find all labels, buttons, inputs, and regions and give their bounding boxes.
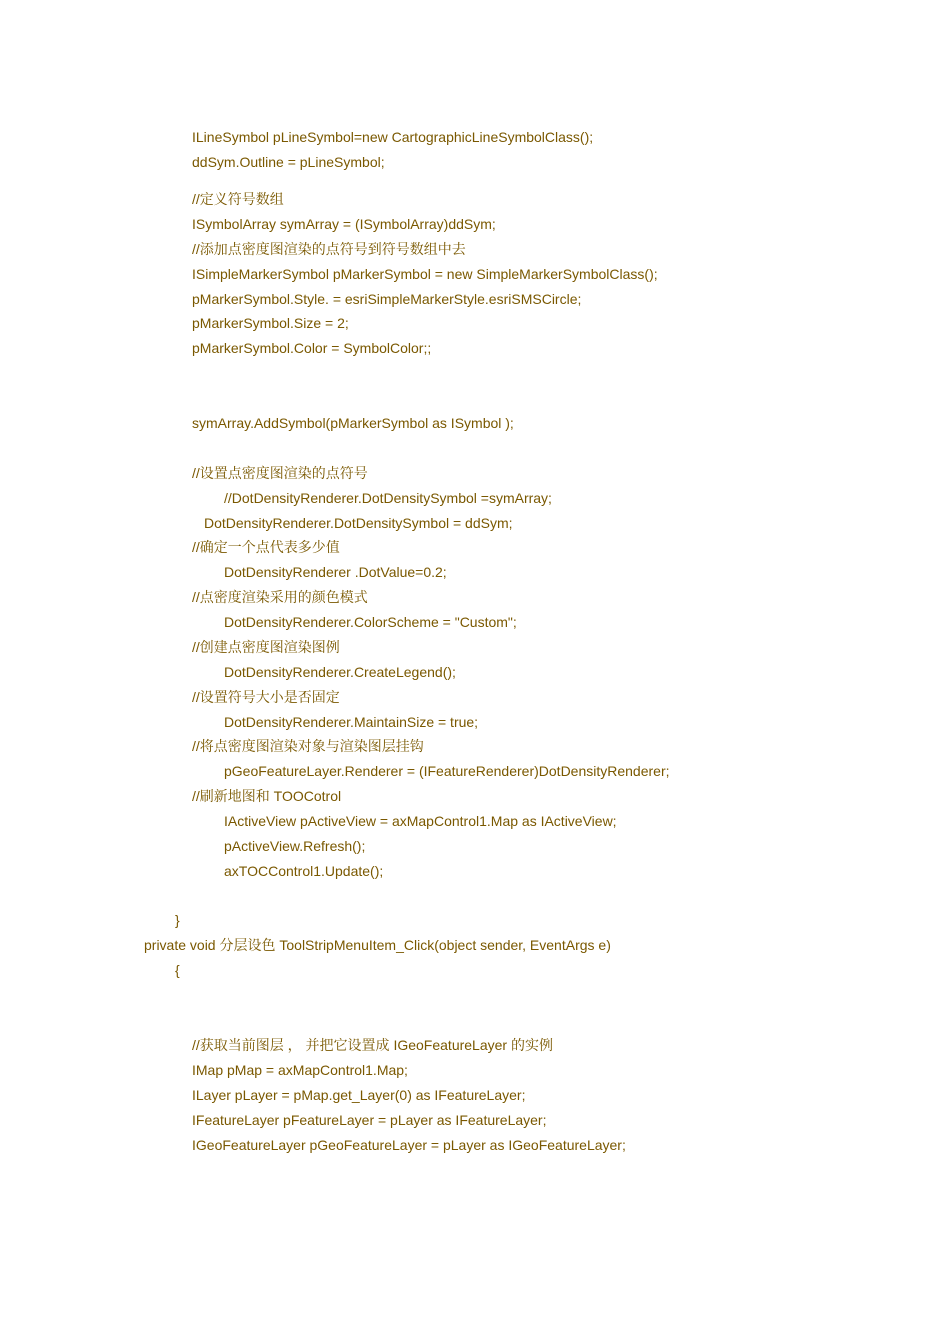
code-line-27: axTOCControl1.Update(); [224,863,384,879]
code-line-32: IMap pMap = axMapControl1.Map; [192,1062,408,1078]
comment-line-3: //定义符号数组 [192,191,284,207]
opening-brace: { [175,962,180,978]
code-line-25: IActiveView pActiveView = axMapControl1.Map as IActiveView; [224,813,617,829]
comment-line-14: //确定一个点代表多少值 [192,539,340,555]
comment-line-22: //将点密度图渲染对象与渲染图层挂钩 [192,738,424,754]
code-line-1: ILineSymbol pLineSymbol=new CartographicLineSymbolClass(); [192,129,594,145]
code-line-2: ddSym.Outline = pLineSymbol; [192,154,385,170]
code-line-26: pActiveView.Refresh(); [224,838,366,854]
code-line-33: ILayer pLayer = pMap.get_Layer(0) as IFeatureLayer; [192,1087,526,1103]
code-line-8: pMarkerSymbol.Size = 2; [192,315,349,331]
code-line-35: IGeoFeatureLayer pGeoFeatureLayer = pLayer as IGeoFeatureLayer; [192,1137,626,1153]
comment-line-5: //添加点密度图渲染的点符号到符号数组中去 [192,241,466,257]
code-line-34: IFeatureLayer pFeatureLayer = pLayer as IFeatureLayer; [192,1112,547,1128]
closing-brace: } [175,912,180,928]
code-line-4: ISymbolArray symArray = (ISymbolArray)ddSym; [192,216,496,232]
code-line-7: pMarkerSymbol.Style. = esriSimpleMarkerStyle.esriSMSCircle; [192,291,582,307]
comment-line-18: //创建点密度图渲染图例 [192,639,340,655]
comment-line-24: //刷新地图和 TOOCotrol [192,788,342,804]
comment-line-20: //设置符号大小是否固定 [192,689,340,705]
code-line-15: DotDensityRenderer .DotValue=0.2; [224,564,447,580]
comment-line-16: //点密度渲染采用的颜色模式 [192,589,368,605]
code-line-23: pGeoFeatureLayer.Renderer = (IFeatureRenderer)DotDensityRenderer; [224,763,670,779]
code-line-21: DotDensityRenderer.MaintainSize = true; [224,714,479,730]
code-line-17: DotDensityRenderer.ColorScheme = "Custom"; [224,614,517,630]
comment-line-12: //DotDensityRenderer.DotDensitySymbol =symArray; [224,490,552,506]
comment-line-31: //获取当前图层 ， 并把它设置成 IGeoFeatureLayer 的实例 [192,1037,553,1053]
method-signature: private void 分层设色 ToolStripMenuItem_Click(object sender, EventArgs e) [144,937,611,953]
code-line-13: DotDensityRenderer.DotDensitySymbol = ddSym; [204,515,513,531]
code-line-10: symArray.AddSymbol(pMarkerSymbol as ISymbol ); [192,415,514,431]
code-line-9: pMarkerSymbol.Color = SymbolColor;; [192,340,432,356]
comment-line-11: //设置点密度图渲染的点符号 [192,465,368,481]
code-line-19: DotDensityRenderer.CreateLegend(); [224,664,456,680]
code-line-6: ISimpleMarkerSymbol pMarkerSymbol = new SimpleMarkerSymbolClass(); [192,266,658,282]
